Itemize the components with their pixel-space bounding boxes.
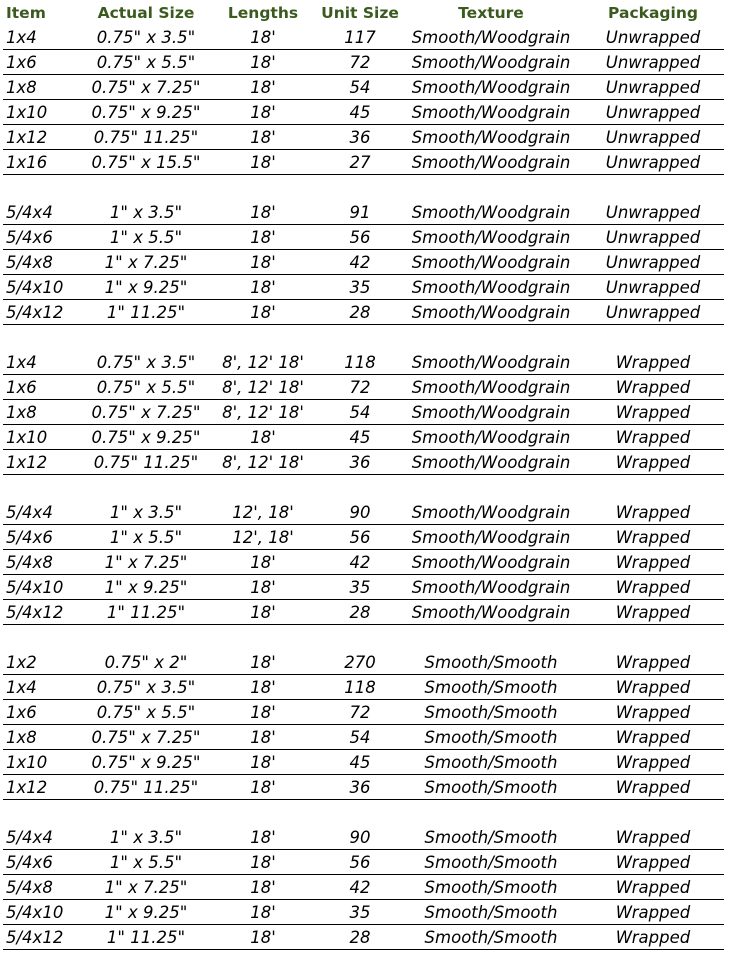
cell-item: 5/4x6: [6, 853, 53, 872]
cell-unit-size: 90: [349, 828, 371, 847]
cell-lengths: 18': [250, 778, 276, 797]
group-spacer: [0, 800, 737, 825]
table-row: [0, 250, 737, 275]
table-row: [0, 425, 737, 450]
cell-actual-size: 1" x 5.5": [109, 853, 183, 872]
cell-actual-size: 1" 11.25": [106, 928, 186, 947]
cell-unit-size: 42: [349, 878, 371, 897]
row-group: [0, 825, 737, 950]
header-unit-size: Unit Size: [321, 4, 399, 22]
cell-texture: Smooth/Woodgrain: [411, 578, 571, 597]
cell-unit-size: 36: [349, 778, 371, 797]
cell-actual-size: 0.75" x 7.25": [91, 728, 201, 747]
table-row: [0, 600, 737, 625]
cell-texture: Smooth/Smooth: [424, 853, 558, 872]
group-spacer: [0, 475, 737, 500]
cell-item: 1x10: [6, 428, 48, 447]
cell-item: 5/4x6: [6, 528, 53, 547]
cell-lengths: 18': [250, 878, 276, 897]
cell-actual-size: 0.75" 11.25": [93, 453, 199, 472]
cell-actual-size: 0.75" x 5.5": [96, 378, 196, 397]
cell-packaging: Wrapped: [615, 428, 691, 447]
cell-unit-size: 35: [349, 278, 371, 297]
cell-texture: Smooth/Smooth: [424, 753, 558, 772]
cell-packaging: Unwrapped: [605, 253, 701, 272]
cell-texture: Smooth/Woodgrain: [411, 53, 571, 72]
cell-packaging: Wrapped: [615, 903, 691, 922]
cell-lengths: 18': [250, 303, 276, 322]
cell-item: 5/4x12: [6, 303, 64, 322]
cell-item: 1x8: [6, 728, 37, 747]
row-group: [0, 25, 737, 175]
group-spacer: [0, 175, 737, 200]
table-row: [0, 75, 737, 100]
cell-unit-size: 91: [349, 203, 371, 222]
cell-actual-size: 1" x 9.25": [104, 578, 188, 597]
cell-actual-size: 1" x 5.5": [109, 228, 183, 247]
table-row: [0, 725, 737, 750]
cell-lengths: 12', 18': [232, 528, 294, 547]
cell-packaging: Wrapped: [615, 553, 691, 572]
header-packaging: Packaging: [608, 4, 698, 22]
cell-texture: Smooth/Woodgrain: [411, 403, 571, 422]
cell-texture: Smooth/Woodgrain: [411, 453, 571, 472]
cell-lengths: 8', 12' 18': [222, 353, 304, 372]
cell-item: 1x8: [6, 403, 37, 422]
cell-packaging: Unwrapped: [605, 53, 701, 72]
cell-item: 5/4x12: [6, 928, 64, 947]
cell-texture: Smooth/Smooth: [424, 928, 558, 947]
cell-packaging: Unwrapped: [605, 28, 701, 47]
cell-item: 5/4x10: [6, 903, 64, 922]
cell-lengths: 18': [250, 603, 276, 622]
cell-packaging: Wrapped: [615, 753, 691, 772]
cell-texture: Smooth/Smooth: [424, 828, 558, 847]
cell-item: 5/4x8: [6, 878, 53, 897]
cell-actual-size: 1" x 3.5": [109, 203, 183, 222]
table-row: [0, 825, 737, 850]
cell-lengths: 12', 18': [232, 503, 294, 522]
table-row: [0, 25, 737, 50]
table-row: [0, 675, 737, 700]
cell-lengths: 18': [250, 53, 276, 72]
cell-actual-size: 0.75" x 9.25": [91, 753, 201, 772]
cell-item: 1x12: [6, 453, 48, 472]
cell-unit-size: 56: [349, 228, 371, 247]
cell-item: 5/4x8: [6, 553, 53, 572]
cell-lengths: 18': [250, 928, 276, 947]
cell-unit-size: 42: [349, 553, 371, 572]
cell-packaging: Wrapped: [615, 728, 691, 747]
table-row: [0, 125, 737, 150]
table-row: [0, 850, 737, 875]
cell-lengths: 18': [250, 253, 276, 272]
cell-item: 5/4x4: [6, 828, 53, 847]
table-row: [0, 100, 737, 125]
table-row: [0, 750, 737, 775]
cell-packaging: Wrapped: [615, 703, 691, 722]
cell-packaging: Wrapped: [615, 353, 691, 372]
cell-unit-size: 117: [344, 28, 376, 47]
cell-unit-size: 42: [349, 253, 371, 272]
cell-lengths: 18': [250, 78, 276, 97]
cell-texture: Smooth/Woodgrain: [411, 153, 571, 172]
cell-lengths: 18': [250, 753, 276, 772]
table-row: [0, 350, 737, 375]
cell-actual-size: 0.75" 11.25": [93, 778, 199, 797]
cell-unit-size: 28: [349, 928, 371, 947]
cell-texture: Smooth/Woodgrain: [411, 353, 571, 372]
cell-packaging: Wrapped: [615, 828, 691, 847]
header-texture: Texture: [458, 4, 524, 22]
cell-unit-size: 54: [349, 728, 371, 747]
cell-item: 1x6: [6, 378, 37, 397]
cell-actual-size: 0.75" x 7.25": [91, 403, 201, 422]
cell-item: 1x6: [6, 703, 37, 722]
cell-texture: Smooth/Woodgrain: [411, 503, 571, 522]
cell-actual-size: 0.75" x 3.5": [96, 678, 196, 697]
cell-item: 1x10: [6, 753, 48, 772]
table-body: [0, 25, 737, 950]
cell-unit-size: 27: [349, 153, 371, 172]
cell-packaging: Unwrapped: [605, 203, 701, 222]
cell-actual-size: 0.75" x 9.25": [91, 428, 201, 447]
table-row: [0, 700, 737, 725]
cell-actual-size: 0.75" x 15.5": [91, 153, 201, 172]
cell-item: 5/4x12: [6, 603, 64, 622]
cell-actual-size: 1" 11.25": [106, 603, 186, 622]
header-lengths: Lengths: [227, 4, 299, 22]
cell-packaging: Unwrapped: [605, 128, 701, 147]
cell-texture: Smooth/Smooth: [424, 728, 558, 747]
cell-texture: Smooth/Smooth: [424, 703, 558, 722]
cell-texture: Smooth/Woodgrain: [411, 28, 571, 47]
cell-unit-size: 54: [349, 403, 371, 422]
cell-lengths: 18': [250, 653, 276, 672]
row-group: [0, 650, 737, 800]
cell-packaging: Unwrapped: [605, 228, 701, 247]
table-row: [0, 50, 737, 75]
cell-unit-size: 72: [349, 53, 371, 72]
cell-item: 1x12: [6, 128, 48, 147]
cell-texture: Smooth/Woodgrain: [411, 378, 571, 397]
cell-item: 1x8: [6, 78, 37, 97]
cell-unit-size: 35: [349, 578, 371, 597]
cell-actual-size: 1" x 9.25": [104, 278, 188, 297]
cell-packaging: Wrapped: [615, 653, 691, 672]
cell-unit-size: 118: [344, 678, 376, 697]
cell-item: 5/4x6: [6, 228, 53, 247]
table-row: [0, 150, 737, 175]
cell-lengths: 8', 12' 18': [222, 453, 304, 472]
cell-unit-size: 72: [349, 703, 371, 722]
cell-packaging: Unwrapped: [605, 278, 701, 297]
cell-packaging: Wrapped: [615, 878, 691, 897]
cell-lengths: 18': [250, 103, 276, 122]
cell-item: 1x10: [6, 103, 48, 122]
cell-item: 5/4x10: [6, 278, 64, 297]
cell-lengths: 18': [250, 428, 276, 447]
cell-packaging: Wrapped: [615, 678, 691, 697]
cell-texture: Smooth/Woodgrain: [411, 228, 571, 247]
table-row: [0, 550, 737, 575]
cell-texture: Smooth/Woodgrain: [411, 528, 571, 547]
header-actual-size: Actual Size: [97, 4, 195, 22]
cell-actual-size: 0.75" x 2": [104, 653, 188, 672]
cell-actual-size: 0.75" x 3.5": [96, 353, 196, 372]
cell-item: 1x4: [6, 28, 37, 47]
cell-unit-size: 270: [344, 653, 376, 672]
header-item: Item: [6, 4, 46, 22]
cell-lengths: 18': [250, 153, 276, 172]
cell-unit-size: 54: [349, 78, 371, 97]
table-row: [0, 775, 737, 800]
cell-actual-size: 1" x 7.25": [104, 253, 188, 272]
cell-actual-size: 0.75" x 5.5": [96, 703, 196, 722]
cell-unit-size: 118: [344, 353, 376, 372]
table-row: [0, 500, 737, 525]
cell-unit-size: 90: [349, 503, 371, 522]
cell-packaging: Unwrapped: [605, 303, 701, 322]
table-row: [0, 375, 737, 400]
table-row: [0, 275, 737, 300]
cell-actual-size: 1" x 9.25": [104, 903, 188, 922]
cell-lengths: 8', 12' 18': [222, 378, 304, 397]
cell-lengths: 18': [250, 828, 276, 847]
table-row: [0, 400, 737, 425]
cell-packaging: Wrapped: [615, 853, 691, 872]
group-spacer: [0, 325, 737, 350]
cell-unit-size: 28: [349, 303, 371, 322]
cell-unit-size: 28: [349, 603, 371, 622]
cell-actual-size: 0.75" x 9.25": [91, 103, 201, 122]
table-row: [0, 875, 737, 900]
table-row: [0, 900, 737, 925]
table-row: [0, 925, 737, 950]
cell-actual-size: 1" 11.25": [106, 303, 186, 322]
cell-lengths: 18': [250, 28, 276, 47]
cell-unit-size: 45: [349, 428, 371, 447]
cell-actual-size: 1" x 3.5": [109, 828, 183, 847]
cell-actual-size: 0.75" x 5.5": [96, 53, 196, 72]
cell-item: 1x4: [6, 678, 37, 697]
cell-texture: Smooth/Smooth: [424, 653, 558, 672]
cell-texture: Smooth/Smooth: [424, 778, 558, 797]
cell-texture: Smooth/Woodgrain: [411, 428, 571, 447]
table-row: [0, 575, 737, 600]
table-row: [0, 200, 737, 225]
cell-lengths: 8', 12' 18': [222, 403, 304, 422]
cell-unit-size: 72: [349, 378, 371, 397]
cell-packaging: Wrapped: [615, 503, 691, 522]
cell-actual-size: 0.75" x 7.25": [91, 78, 201, 97]
cell-lengths: 18': [250, 228, 276, 247]
group-spacer: [0, 625, 737, 650]
cell-texture: Smooth/Woodgrain: [411, 103, 571, 122]
cell-texture: Smooth/Smooth: [424, 678, 558, 697]
table-row: [0, 650, 737, 675]
cell-texture: Smooth/Woodgrain: [411, 78, 571, 97]
cell-actual-size: 1" x 7.25": [104, 553, 188, 572]
cell-lengths: 18': [250, 578, 276, 597]
cell-lengths: 18': [250, 128, 276, 147]
cell-actual-size: 1" x 7.25": [104, 878, 188, 897]
cell-packaging: Wrapped: [615, 528, 691, 547]
row-group: [0, 200, 737, 325]
cell-lengths: 18': [250, 903, 276, 922]
cell-texture: Smooth/Woodgrain: [411, 253, 571, 272]
cell-item: 1x6: [6, 53, 37, 72]
table-row: [0, 300, 737, 325]
cell-unit-size: 36: [349, 453, 371, 472]
cell-packaging: Wrapped: [615, 778, 691, 797]
cell-packaging: Wrapped: [615, 453, 691, 472]
cell-texture: Smooth/Woodgrain: [411, 553, 571, 572]
cell-unit-size: 35: [349, 903, 371, 922]
row-group: [0, 350, 737, 475]
cell-item: 5/4x4: [6, 203, 53, 222]
cell-texture: Smooth/Woodgrain: [411, 203, 571, 222]
row-group: [0, 500, 737, 625]
cell-packaging: Wrapped: [615, 578, 691, 597]
cell-lengths: 18': [250, 278, 276, 297]
cell-packaging: Wrapped: [615, 928, 691, 947]
cell-lengths: 18': [250, 728, 276, 747]
cell-texture: Smooth/Woodgrain: [411, 128, 571, 147]
cell-packaging: Unwrapped: [605, 153, 701, 172]
cell-unit-size: 36: [349, 128, 371, 147]
cell-lengths: 18': [250, 203, 276, 222]
cell-unit-size: 45: [349, 753, 371, 772]
table-row: [0, 225, 737, 250]
cell-lengths: 18': [250, 853, 276, 872]
cell-item: 1x12: [6, 778, 48, 797]
cell-lengths: 18': [250, 703, 276, 722]
cell-unit-size: 56: [349, 528, 371, 547]
cell-lengths: 18': [250, 553, 276, 572]
cell-lengths: 18': [250, 678, 276, 697]
cell-packaging: Wrapped: [615, 403, 691, 422]
cell-actual-size: 1" x 3.5": [109, 503, 183, 522]
cell-item: 5/4x10: [6, 578, 64, 597]
header-row: [0, 0, 737, 25]
cell-item: 5/4x4: [6, 503, 53, 522]
cell-texture: Smooth/Woodgrain: [411, 603, 571, 622]
cell-actual-size: 0.75" x 3.5": [96, 28, 196, 47]
cell-item: 1x2: [6, 653, 37, 672]
cell-actual-size: 0.75" 11.25": [93, 128, 199, 147]
cell-texture: Smooth/Smooth: [424, 903, 558, 922]
cell-unit-size: 56: [349, 853, 371, 872]
cell-packaging: Unwrapped: [605, 103, 701, 122]
cell-packaging: Wrapped: [615, 378, 691, 397]
table-row: [0, 525, 737, 550]
table-row: [0, 450, 737, 475]
cell-item: 5/4x8: [6, 253, 53, 272]
cell-actual-size: 1" x 5.5": [109, 528, 183, 547]
cell-texture: Smooth/Smooth: [424, 878, 558, 897]
cell-item: 1x16: [6, 153, 48, 172]
cell-unit-size: 45: [349, 103, 371, 122]
cell-item: 1x4: [6, 353, 37, 372]
cell-texture: Smooth/Woodgrain: [411, 303, 571, 322]
cell-texture: Smooth/Woodgrain: [411, 278, 571, 297]
cell-packaging: Wrapped: [615, 603, 691, 622]
cell-packaging: Unwrapped: [605, 78, 701, 97]
